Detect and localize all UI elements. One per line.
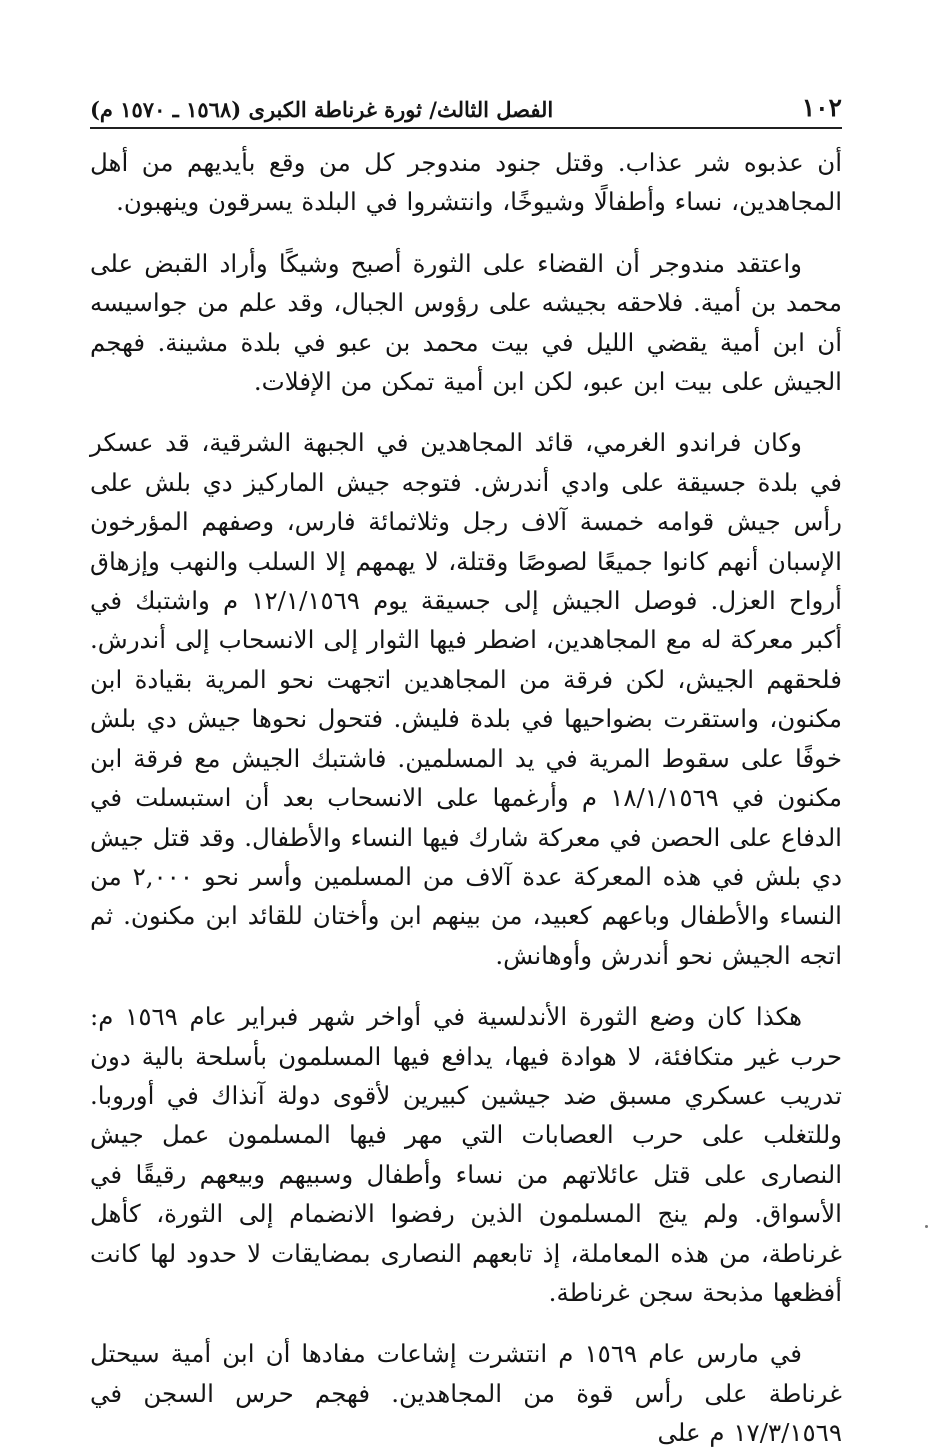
scan-mark <box>925 1225 928 1228</box>
page-number: ١٠٢ <box>801 93 842 122</box>
body-text <box>90 143 842 1453</box>
running-header <box>90 82 842 129</box>
paragraph-5: في مارس عام ١٥٦٩ م انتشرت إشاعات مفادها أن ابن أمية سيحتل غرناطة على رأس قوة من المجاهدين. فهجم حرس السجن في ١٧/٣/١٥٦٩ م على <box>90 1339 842 1448</box>
book-page <box>90 82 843 1448</box>
paragraph-4: هكذا كان وضع الثورة الأندلسية في أواخر شهر فبراير عام ١٥٦٩ م: حرب غير متكافئة، لا هوادة فيها، يدافع فيها المسلمون بأسلحة بالية دون تدريب عسكري مسبق ضد جيشين كبيرين لأقوى دولة آنذاك في أوروبا. وللتغلب على حرب العصابات التي مهر فيها المسلمون عمل جيش النصارى على قتل عائلاتهم من نساء وأطفال وسبيهم وبيعهم رقيقًا في الأسواق. ولم ينج المسلمون الذين رفضوا الانضمام إلى الثورة، كأهل غرناطة، من هذه المعاملة، إذ تابعهم النصارى بمضايقات لا حدود لها كانت أفظعها مذبحة سجن غرناطة. <box>90 1002 842 1307</box>
paragraph-3: وكان فراندو الغرمي، قائد المجاهدين في الجبهة الشرقية، قد عسكر في بلدة جسيقة على وادي أندرش. فتوجه جيش الماركيز دي بلش على رأس جيش قوامه خمسة آلاف رجل وثلاثمائة فارس، وصفهم المؤرخون الإسبان أنهم كانوا جميعًا لصوصًا وقتلة، لا يهمهم إلا السلب والنهب وإزهاق أرواح العزل. فوصل الجيش إلى جسيقة يوم ١٢/١/١٥٦٩ م واشتبك في أكبر معركة له مع المجاهدين، اضطر فيها الثوار إلى الانسحاب إلى أندرش. فلحقهم الجيش، لكن فرقة من المجاهدين اتجهت نحو المرية بقيادة ابن مكنون، واستقرت بضواحيها في بلدة فليش. فتحول نحوها جيش دي بلش خوفًا على سقوط المرية في يد المسلمين. فاشتبك الجيش مع فرقة ابن مكنون في ١٨/١/١٥٦٩ م وأرغمها على الانسحاب بعد أن استبسلت في الدفاع على الحصن في معركة شارك فيها النساء والأطفال. وقد قتل جيش دي بلش في هذه المعركة عدة آلاف من المسلمين وأسر نحو ٢,٠٠٠ من النساء والأطفال وباعهم كعبيد، من بينهم ابن وأختان للقائد ابن مكنون. ثم اتجه الجيش نحو أندرش وأوهانش. <box>90 428 843 970</box>
paragraph-2: واعتقد مندوجر أن القضاء على الثورة أصبح وشيكًا وأراد القبض على محمد بن أمية. فلاحقه بجيشه على رؤوس الجبال، وقد علم من جواسيسه أن ابن أمية يقضي الليل في بيت محمد بن عبو في بلدة مشينة. فهجم الجيش على بيت ابن عبو، لكن ابن أمية تمكن من الإفلات. <box>90 248 842 397</box>
chapter-title: الفصل الثالث/ ثورة غرناطة الكبرى (١٥٦٨ ـ ١٥٧٠ م) <box>90 97 554 122</box>
paragraph-1: أن عذبوه شر عذاب. وقتل جنود مندوجر كل من وقع بأيديهم من أهل المجاهدين، نساء وأطفالًا وشيوخًا، وانتشروا في البلدة يسرقون وينهبون. <box>90 148 842 217</box>
